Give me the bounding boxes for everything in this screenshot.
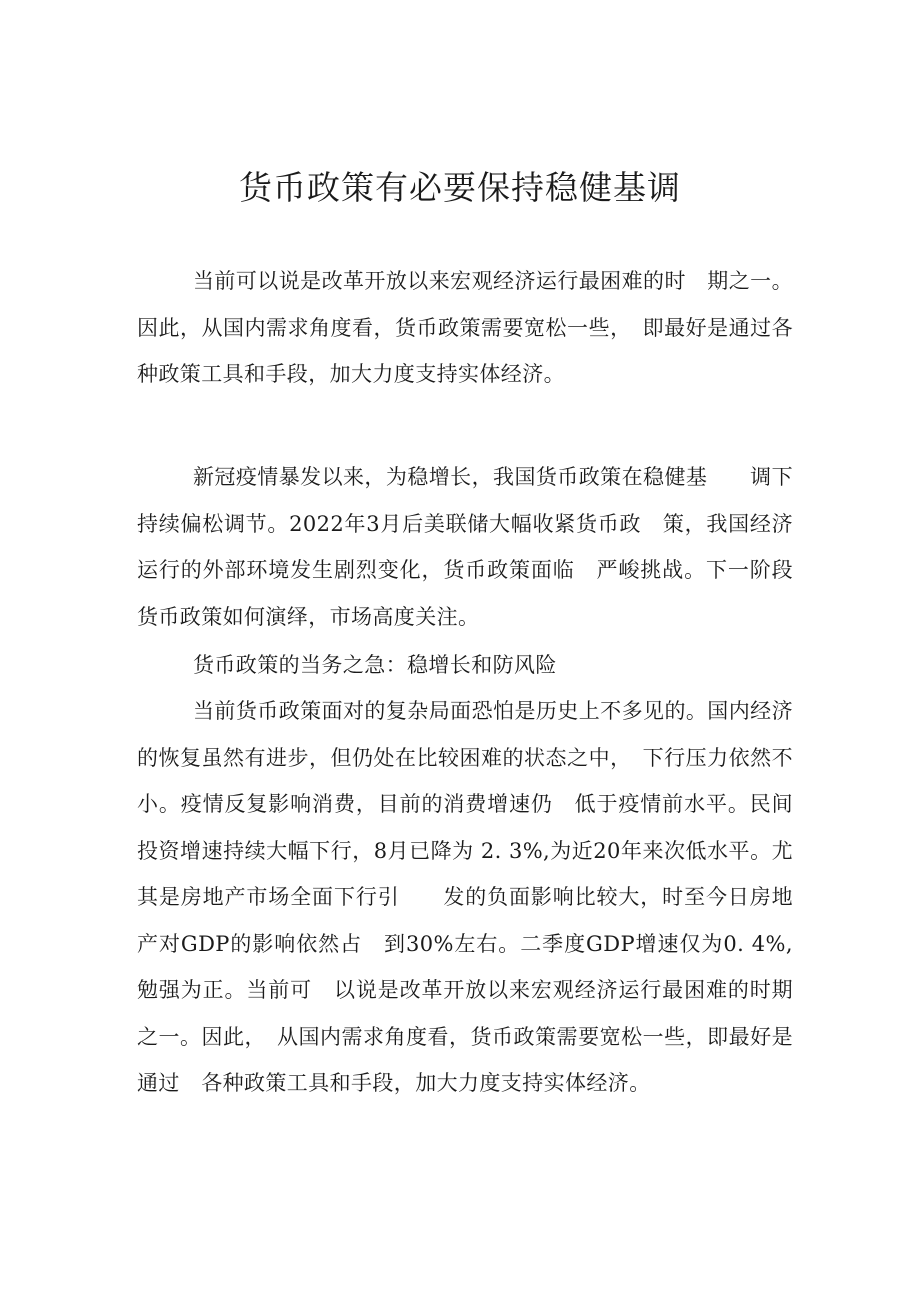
paragraph-background: 新冠疫情暴发以来，为稳增长，我国货币政策在稳健基 调下持续偏松调节。2022年3月后美联储大幅收紧货币政 策，我国经济运行的外部环境发生剧烈变化，货币政策面临 严峻挑战。下一阶段货币政策如何演绎，市场高度关注。: [137, 465, 793, 629]
paragraph-analysis: 当前货币政策面对的复杂局面恐怕是历史上不多见的。国内经济的恢复虽然有进步，但仍处在比较困难的状态之中， 下行压力依然不小。疫情反复影响消费，目前的消费增速仍 低于疫情前水平。民间投资增速持续大幅下行，8月已降为 2. 3%,为近20年来次低水平。尤其是房地产市场全面下行引 发的负面影响比较大，时至今日房地产对GDP的影响依然占 到30%左右。二季度GDP增速仅为0. 4%,勉强为正。当前可 以说是改革开放以来宏观经济运行最困难的时期之一。因此， 从国内需求角度看，货币政策需要宽松一些，即最好是通过 各种政策工具和手段，加大力度支持实体经济。: [137, 699, 793, 1095]
section-heading: 货币政策的当务之急：稳增长和防风险: [193, 653, 557, 677]
document-title: 货币政策有必要保持稳健基调: [239, 168, 681, 207]
paragraph-intro: 当前可以说是改革开放以来宏观经济运行最困难的时 期之一。因此，从国内需求角度看，货币政策需要宽松一些， 即最好是通过各种政策工具和手段，加大力度支持实体经济。: [137, 269, 793, 386]
